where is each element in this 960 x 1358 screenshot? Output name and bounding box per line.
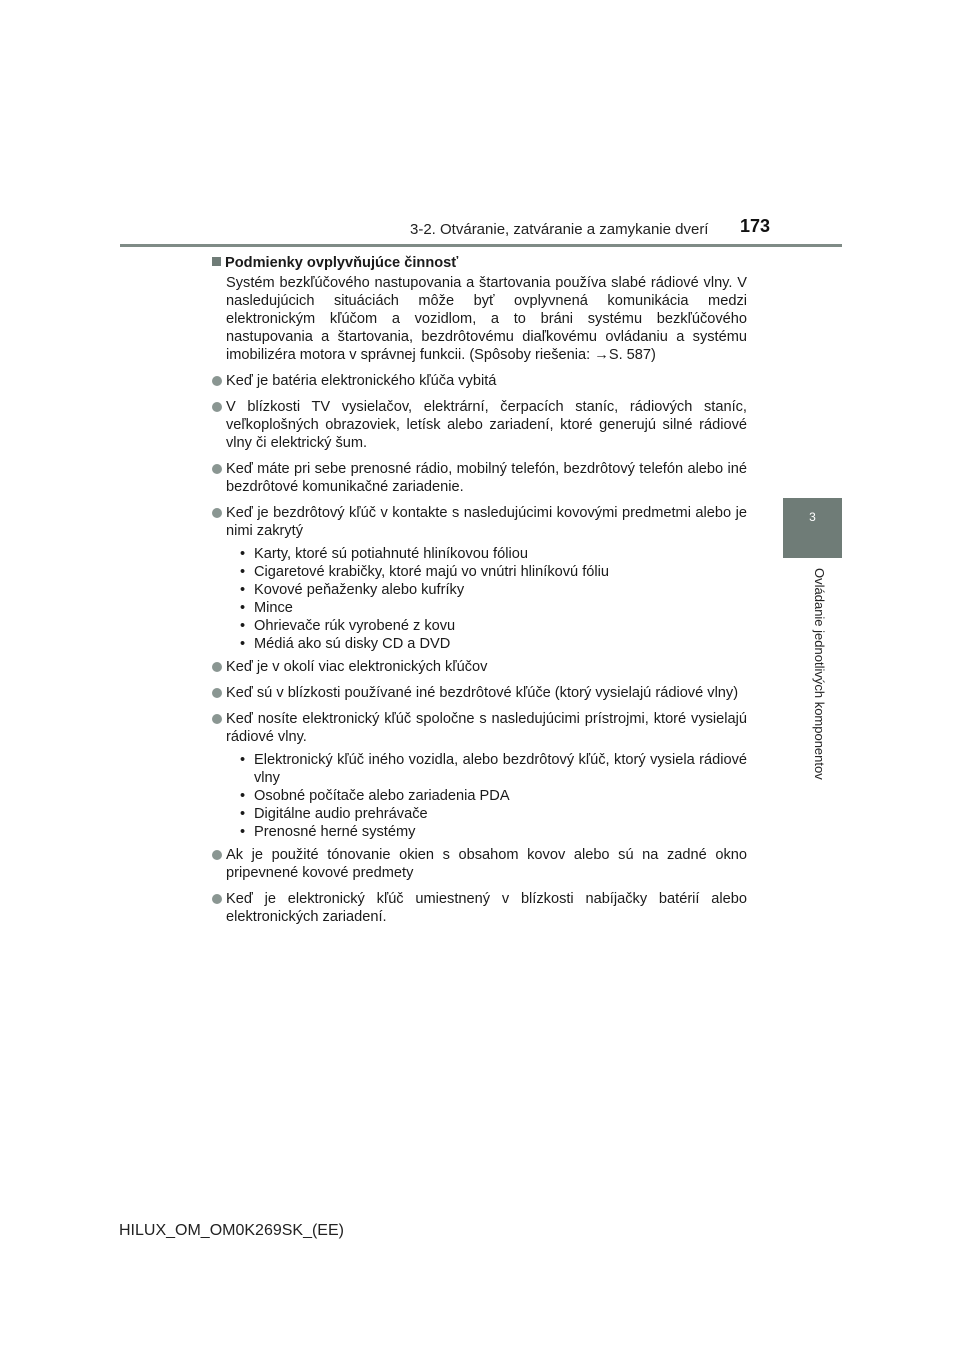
sub-list-item	[240, 599, 747, 617]
sub-list-item-text: Digitálne audio prehrávače	[254, 806, 428, 822]
small-bullet-icon: •	[240, 546, 246, 562]
sub-list-item-text: Ohrievače rúk vyrobené z kovu	[254, 618, 456, 634]
list-item-text: Keď je batéria elektronického kľúča vybitá	[226, 373, 497, 389]
sub-list-item	[240, 787, 747, 805]
sub-list	[212, 545, 747, 653]
sub-list-item-text: Médiá ako sú disky CD a DVD	[254, 636, 451, 652]
list-item-text: Keď nosíte elektronický kľúč spoločne s nasledujúcimi prístrojmi, ktoré vysielajú rádiové vlny.	[226, 711, 747, 745]
small-bullet-icon: •	[240, 788, 246, 804]
list-item	[212, 710, 747, 746]
sub-list-item-text: Cigaretové krabičky, ktoré majú vo vnútri hliníkovú fóliu	[254, 564, 609, 580]
circle-bullet-icon	[212, 508, 222, 518]
sub-list-item	[240, 751, 747, 787]
list-item-text: Keď máte pri sebe prenosné rádio, mobilný telefón, bezdrôtový telefón alebo iné bezdrôtové komunikačné zariadenie.	[226, 461, 747, 495]
small-bullet-icon: •	[240, 582, 246, 598]
small-bullet-icon: •	[240, 600, 246, 616]
section-title: 3-2. Otváranie, zatváranie a zamykanie dverí	[410, 221, 709, 238]
list-item	[212, 504, 747, 540]
circle-bullet-icon	[212, 850, 222, 860]
circle-bullet-icon	[212, 894, 222, 904]
sub-list-item-text: Kovové peňaženky alebo kufríky	[254, 582, 465, 598]
list-item	[212, 372, 747, 390]
circle-bullet-icon	[212, 402, 222, 412]
main-content	[212, 254, 747, 934]
sub-list	[212, 751, 747, 841]
sub-list-item	[240, 617, 747, 635]
list-item	[212, 890, 747, 926]
section-heading-text: Podmienky ovplyvňujúce činnosť	[225, 255, 459, 271]
document-code: HILUX_OM_OM0K269SK_(EE)	[119, 1222, 344, 1239]
sub-list-item	[240, 635, 747, 653]
list-item	[212, 658, 747, 676]
sub-list-item-text: Elektronický kľúč iného vozidla, alebo bezdrôtový kľúč, ktorý vysiela rádiové vlny	[254, 752, 747, 786]
circle-bullet-icon	[212, 714, 222, 724]
list-item	[212, 398, 747, 452]
sub-list-item-text: Osobné počítače alebo zariadenia PDA	[254, 788, 510, 804]
circle-bullet-icon	[212, 662, 222, 672]
sub-list-item	[240, 581, 747, 599]
small-bullet-icon: •	[240, 806, 246, 822]
sub-list-item-text: Mince	[254, 600, 293, 616]
circle-bullet-icon	[212, 688, 222, 698]
small-bullet-icon: •	[240, 618, 246, 634]
circle-bullet-icon	[212, 464, 222, 474]
square-bullet-icon	[212, 257, 221, 266]
list-item-text: Ak je použité tónovanie okien s obsahom kovov alebo sú na zadné okno pripevnené kovové predmety	[226, 847, 747, 881]
chapter-tab: 3	[783, 498, 842, 558]
list-item-text: Keď je v okolí viac elektronických kľúčov	[226, 659, 488, 675]
section-heading	[212, 254, 747, 272]
sub-list-item	[240, 805, 747, 823]
small-bullet-icon: •	[240, 824, 246, 840]
circle-bullet-icon	[212, 376, 222, 386]
list-item	[212, 846, 747, 882]
sub-list-item	[240, 545, 747, 563]
list-item	[212, 460, 747, 496]
header-divider	[120, 244, 842, 247]
condition-list	[212, 372, 747, 926]
list-item-text: Keď je elektronický kľúč umiestnený v blízkosti nabíjačky batérií alebo elektronických zariadení.	[226, 891, 747, 925]
list-item-text: Keď sú v blízkosti používané iné bezdrôtové kľúče (ktorý vysielajú rádiové vlny)	[226, 685, 739, 701]
small-bullet-icon: •	[240, 564, 246, 580]
list-item-text: V blízkosti TV vysielačov, elektrární, čerpacích staníc, rádiových staníc, veľkoplošných obrazoviek, letísk alebo zariadení, ktoré generujú silné rádiové vlny či elektrický šum.	[226, 399, 747, 451]
sub-list-item	[240, 823, 747, 841]
list-item	[212, 684, 747, 702]
chapter-label: Ovládanie jednotlivých komponentov	[812, 568, 827, 780]
intro-paragraph: Systém bezkľúčového nastupovania a štartovania používa slabé rádiové vlny. V nasledujúcich situáciách môže byť ovplyvnená komunikácia medzi elektronickým kľúčom a vozidlom, a to bráni systému bezkľúčového nastupovania a štartovania, bezdrôtovému diaľkovému ovládaniu a systému imobilizéra motora v správnej funkcii. (Spôsoby riešenia: →S. 587)	[226, 275, 747, 363]
small-bullet-icon: •	[240, 636, 246, 652]
sub-list-item	[240, 563, 747, 581]
sub-list-item-text: Karty, ktoré sú potiahnuté hliníkovou fóliou	[254, 546, 528, 562]
page-number: 173	[740, 216, 771, 236]
small-bullet-icon: •	[240, 752, 246, 768]
sub-list-item-text: Prenosné herné systémy	[254, 824, 416, 840]
list-item-text: Keď je bezdrôtový kľúč v kontakte s nasledujúcimi kovovými predmetmi alebo je nimi zakrytý	[226, 505, 747, 539]
